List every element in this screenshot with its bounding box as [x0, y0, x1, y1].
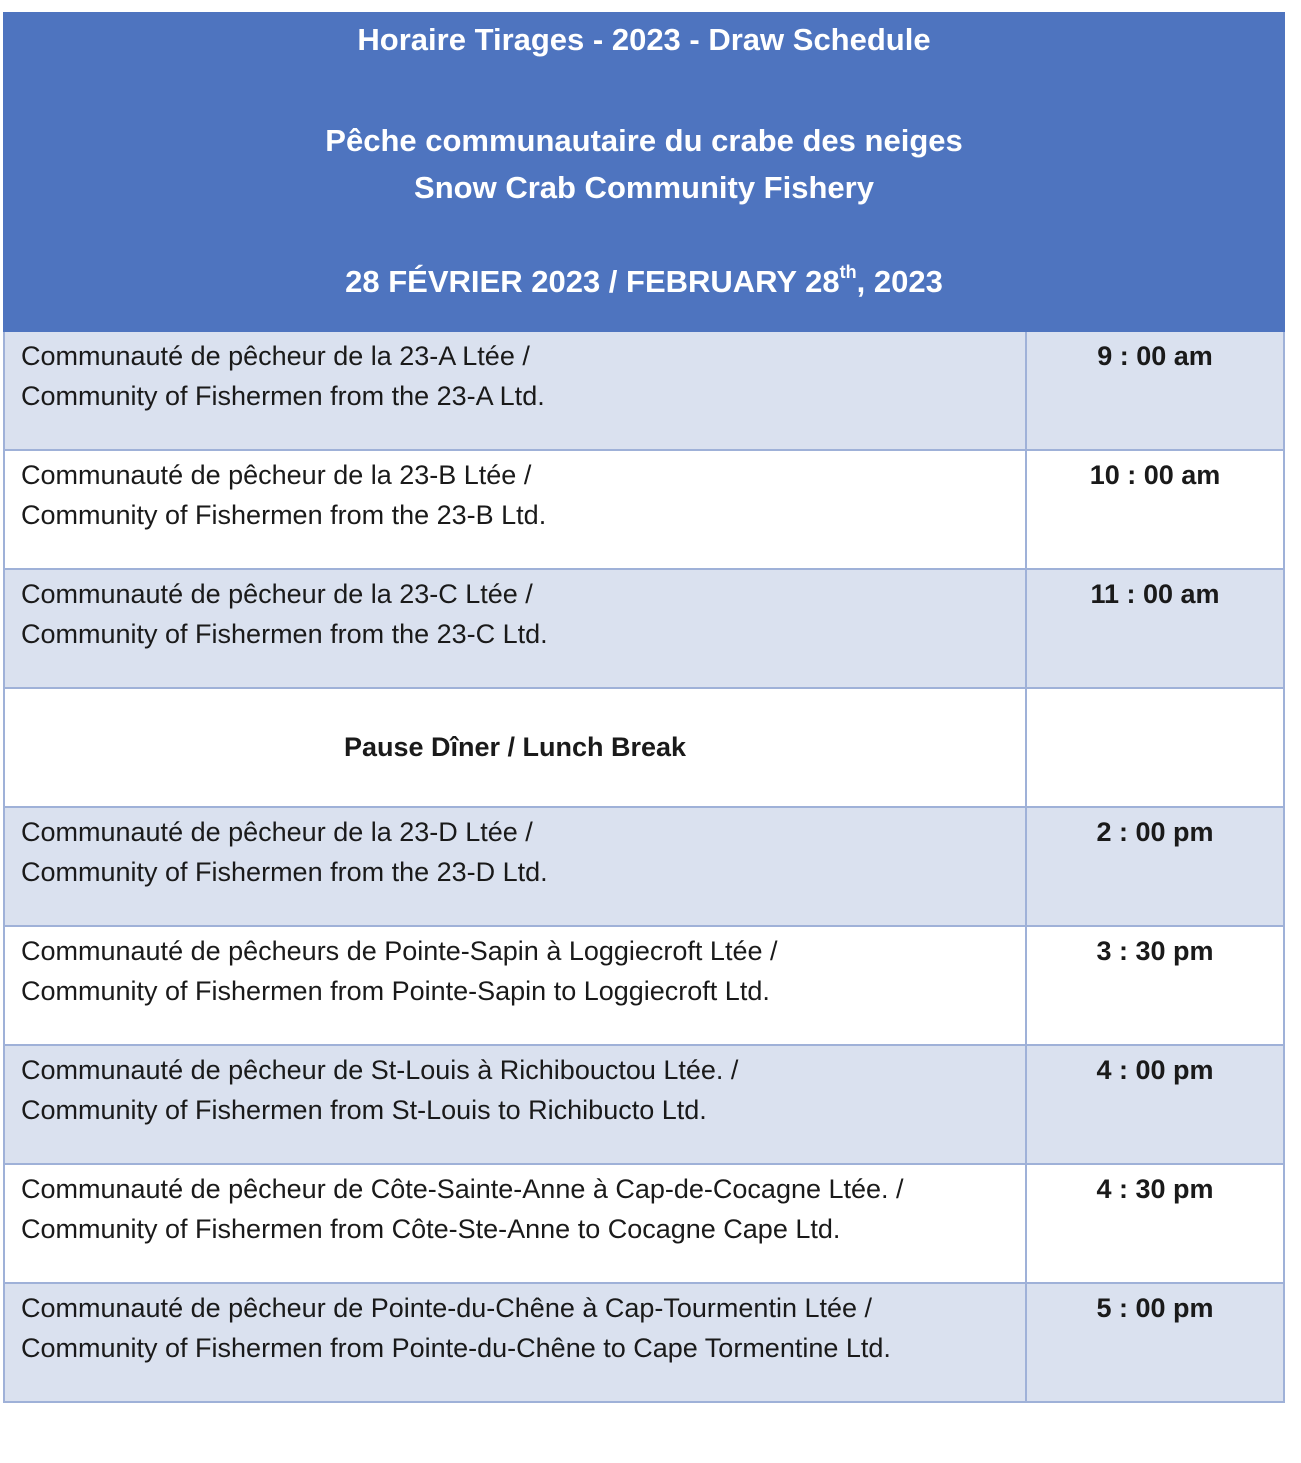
draw-time: 3 : 30 pm	[1096, 936, 1214, 966]
community-name-fr: Communauté de pêcheur de la 23-D Ltée /	[21, 817, 533, 847]
table-row	[4, 1045, 1284, 1164]
time-cell	[1026, 1164, 1284, 1283]
time-cell	[1026, 926, 1284, 1045]
header-cell	[4, 13, 1284, 331]
schedule-title: Horaire Tirages - 2023 - Draw Schedule	[357, 22, 931, 57]
time-cell	[1026, 450, 1284, 569]
community-cell	[4, 926, 1026, 1045]
community-name-fr: Communauté de pêcheur de la 23-A Ltée /	[21, 341, 530, 371]
community-name-en: Community of Fishermen from St-Louis to Richibucto Ltd.	[21, 1095, 707, 1125]
community-cell	[4, 569, 1026, 688]
community-name-en: Community of Fishermen from the 23-D Ltd.	[21, 857, 548, 887]
time-cell	[1026, 331, 1284, 450]
subtitle-fr: Pêche communautaire du crabe des neiges	[325, 123, 963, 158]
community-name-fr: Communauté de pêcheur de Pointe-du-Chêne à Cap-Tourmentin Ltée /	[21, 1293, 873, 1323]
table-row	[4, 569, 1284, 688]
lunch-break-row	[4, 688, 1284, 807]
community-cell	[4, 1045, 1026, 1164]
header-row	[4, 13, 1284, 331]
community-name-en: Community of Fishermen from Pointe-Sapin to Loggiecroft Ltd.	[21, 976, 770, 1006]
table-row	[4, 926, 1284, 1045]
community-cell	[4, 1164, 1026, 1283]
community-name-en: Community of Fishermen from Pointe-du-Chêne to Cape Tormentine Ltd.	[21, 1333, 891, 1363]
table-row	[4, 450, 1284, 569]
time-cell	[1026, 1045, 1284, 1164]
community-cell	[4, 331, 1026, 450]
community-cell	[4, 807, 1026, 926]
lunch-break-cell	[4, 688, 1026, 807]
draw-schedule-table	[3, 12, 1285, 1403]
community-name-fr: Communauté de pêcheur de la 23-B Ltée /	[21, 460, 532, 490]
community-name-fr: Communauté de pêcheur de la 23-C Ltée /	[21, 579, 533, 609]
subtitle-en: Snow Crab Community Fishery	[414, 170, 874, 205]
community-name-fr: Communauté de pêcheur de Côte-Sainte-Anne à Cap-de-Cocagne Ltée. /	[21, 1174, 904, 1204]
table-row	[4, 807, 1284, 926]
time-cell	[1026, 807, 1284, 926]
community-cell	[4, 450, 1026, 569]
community-name-en: Community of Fishermen from the 23-C Ltd.	[21, 619, 548, 649]
time-cell	[1026, 569, 1284, 688]
schedule-date: 28 FÉVRIER 2023 / FEBRUARY 28th, 2023	[345, 262, 943, 299]
draw-time: 11 : 00 am	[1090, 579, 1220, 609]
community-name-en: Community of Fishermen from the 23-B Ltd.	[21, 500, 547, 530]
community-name-en: Community of Fishermen from Côte-Ste-Anne to Cocagne Cape Ltd.	[21, 1214, 841, 1244]
community-name-en: Community of Fishermen from the 23-A Ltd.	[21, 381, 545, 411]
community-name-fr: Communauté de pêcheurs de Pointe-Sapin à Loggiecroft Ltée /	[21, 936, 778, 966]
draw-time: 10 : 00 am	[1089, 460, 1221, 490]
community-name-fr: Communauté de pêcheur de St-Louis à Richibouctou Ltée. /	[21, 1055, 739, 1085]
draw-time: 9 : 00 am	[1097, 341, 1213, 371]
draw-time: 4 : 00 pm	[1096, 1055, 1214, 1085]
draw-time: 4 : 30 pm	[1096, 1174, 1214, 1204]
draw-time: 5 : 00 pm	[1096, 1293, 1214, 1323]
time-cell-empty	[1026, 688, 1284, 807]
time-cell	[1026, 1283, 1284, 1402]
table-row	[4, 1164, 1284, 1283]
lunch-break-label: Pause Dîner / Lunch Break	[343, 732, 687, 762]
draw-time: 2 : 00 pm	[1096, 817, 1214, 847]
table-row	[4, 1283, 1284, 1402]
table-row	[4, 331, 1284, 450]
community-cell	[4, 1283, 1026, 1402]
